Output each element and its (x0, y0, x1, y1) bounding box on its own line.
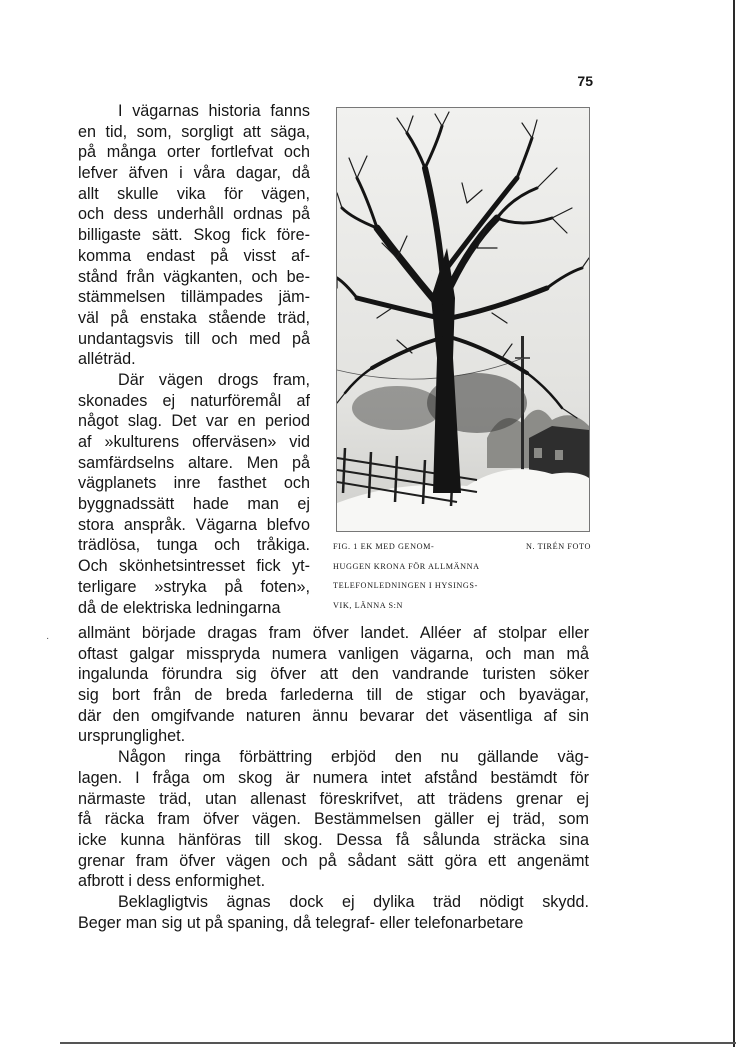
text-line: samfärdselns altare. Men på (78, 453, 310, 472)
caption-first-row (333, 537, 591, 557)
page-edge-bottom (60, 1042, 736, 1044)
caption-line: VIK, LÄNNA S:N (333, 600, 404, 610)
text-line: komma endast på visst af- (78, 246, 310, 265)
oak-tree-photo-icon (337, 108, 589, 531)
text-line: af »kulturens offerväsen» vid (78, 433, 310, 451)
caption-photo-credit: N. TIRÉN FOTO (525, 542, 591, 551)
figure-caption (333, 537, 591, 615)
text-line: allt skulle vika för vägen, (78, 184, 310, 203)
text-line: undantagsvis till och med på (78, 329, 310, 348)
text-line: lefver äfven i våra dagar, då (78, 164, 310, 183)
text-line: ingalunda förundra sig öfver att den vandrande turisten söker (78, 665, 589, 684)
text-line: vägplanets inre fasthet och (78, 474, 310, 493)
text-line: en tid, som, sorgligt att säga, (78, 122, 310, 141)
text-line: väl på enstaka stående träd, (78, 308, 310, 327)
text-line: Beklagligtvis ägnas dock ej dylika träd nödigt skydd. (118, 892, 589, 911)
caption-line: TELEFONLEDNINGEN I HYSINGS- (333, 581, 478, 590)
text-line: något slag. Det var en period (78, 412, 310, 431)
text-line: då de elektriska ledningarna (78, 598, 281, 617)
text-line: terligare »stryka på foten», (78, 577, 310, 596)
text-line: allmänt började dragas fram öfver landet. Alléer af stolpar eller (78, 624, 589, 642)
text-line: på många orter fortlefvat och (78, 143, 310, 162)
text-line: stånd från vägkanten, och be- (78, 267, 310, 286)
text-line: ursprunglighet. (78, 727, 186, 746)
text-line: skonades ej naturföremål af (78, 391, 310, 410)
wrapped-text-column (78, 101, 310, 618)
caption-line: HUGGEN KRONA FÖR ALLMÄNNA (333, 561, 480, 571)
text-line: närmaste träd, utan allenast föreskrifvet, att trädens grenar ej (78, 789, 589, 808)
text-line: och dess underhåll ordnas på (78, 205, 310, 224)
text-line: få räcka fram öfver vägen. Bestämmelsen gäller ej träd, som (78, 810, 589, 829)
caption-figure-label: FIG. 1 EK MED GENOM- (333, 542, 435, 551)
text-line: sig bort från de breda farlederna till de stigar och byavägar, (78, 686, 589, 705)
text-line: grenar fram öfver vägen och på sådant sätt göra ett angenämt (78, 851, 589, 870)
text-line: Där vägen drogs fram, (118, 370, 310, 389)
text-line: oftast galgar misspryda numera vanligen vägarna, och man må (78, 644, 589, 663)
text-line: trädlösa, tunga och tråkiga. (78, 536, 310, 555)
text-line: byggnadssätt hade man ej (78, 495, 310, 514)
text-line: Och skönhetsintresset fick yt- (78, 557, 310, 576)
full-width-text (78, 623, 589, 933)
text-line: alléträd. (78, 350, 136, 369)
text-line: Beger man sig ut på spaning, då telegraf- eller telefonarbetare (78, 913, 524, 932)
text-line: afbrott i dess enformighet. (78, 872, 266, 891)
page-edge-right (733, 0, 735, 1047)
text-line: där den omgifvande naturen ännu bevarar det väsentliga af sin (78, 706, 589, 725)
text-line: icke kunna hänföras till skog. Dessa få sålunda sträcka sina (78, 830, 589, 849)
text-line: billigaste sätt. Skog fick före- (78, 226, 310, 245)
page-number: 75 (577, 73, 593, 89)
margin-mark: · (46, 633, 50, 644)
text-line: lagen. I fråga om skog är numera intet afstånd bestämdt för (78, 768, 589, 787)
text-line: stora anspråk. Vägarna blefvo (78, 515, 310, 534)
text-line: stämmelsen tillämpades jäm- (78, 288, 310, 307)
text-line: I vägarnas historia fanns (118, 102, 310, 120)
text-line: Någon ringa förbättring erbjöd den nu gällande väg- (118, 748, 589, 767)
figure-photo (336, 107, 590, 532)
